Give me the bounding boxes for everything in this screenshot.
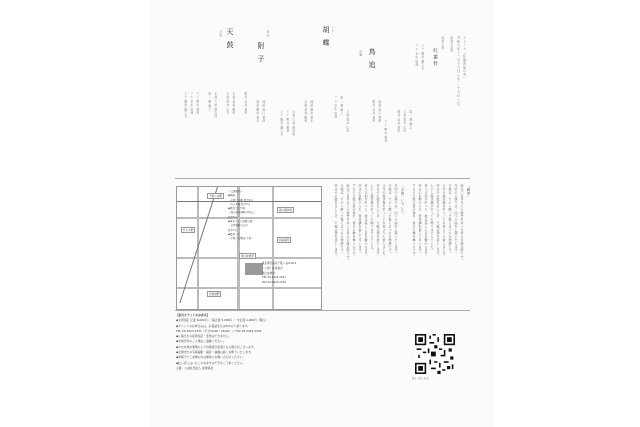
section-divider xyxy=(175,310,470,311)
cast-line: 笛 一噌 隆之 xyxy=(207,92,212,112)
map-label-venue: 国立能楽堂 xyxy=(241,255,254,258)
play-role-kocho: シテ xyxy=(330,26,335,33)
cast-line: 地謡 坂口 貴信 xyxy=(377,100,382,123)
essay-line: すると天鼓の霊が現れ、喜びの舞を舞うのです。 xyxy=(352,184,356,259)
essay-line: 天鼓は、天から降った鼓にまつわる物語です。 xyxy=(388,184,392,256)
play-title-kocho: 胡蝶 xyxy=(322,26,330,52)
right-cast-1: ワキ 宝生 欣哉 xyxy=(414,44,419,67)
venue-address: 東京都渋谷区千駄ヶ谷4-18-1 xyxy=(262,262,297,265)
essay-line: 老父王伯が打つと、鼓は美しい音を響かせます。 xyxy=(364,184,368,259)
venue-name: 国立能楽堂 xyxy=(262,271,275,275)
ticket-line: ◆会場内での写真撮影・録音・録画は固くお断りいたします。 xyxy=(176,350,254,355)
access-line: ◆JR線 xyxy=(228,194,235,198)
right-cast-3: 大鼓 亀井 広忠 xyxy=(402,110,407,133)
cast-line: 太鼓 金春 國和 xyxy=(231,92,236,115)
series-title: シリーズ「伝統芸能の今」 xyxy=(462,36,467,81)
essay-line: すると天鼓の霊が現れ、喜びの舞を舞うのです。 xyxy=(412,184,416,259)
access-line: 徒歩7分 xyxy=(228,228,238,232)
cast-line: シテ 観世 鐵之丞 xyxy=(183,92,188,118)
ticket-line: ◆払い戻しはいたしかねますので予めご了承ください。 xyxy=(176,360,246,365)
essay-line: 帝はその鼓を召し上げ、天鼓は命を落とします。 xyxy=(376,184,380,259)
access-line: ◆都営バス xyxy=(228,232,240,236)
cast-line: 笛 一噌 隆之 xyxy=(339,96,344,116)
access-line: ・北参道駅 出口1 xyxy=(228,224,248,228)
essay-line: 天鼓は、天から降った鼓にまつわる物語です。 xyxy=(448,184,452,256)
essay-line: 老父王伯が打つと、鼓は美しい音を響かせます。 xyxy=(424,184,428,259)
map-label-yoyogi: 代々木駅 xyxy=(183,229,194,232)
cast-line: ワキ 宝生 欣哉 xyxy=(333,96,338,119)
cast-line: 大鼓 亀井 広忠 xyxy=(345,110,350,133)
qr-code-icon[interactable] xyxy=(415,334,455,374)
play-title-busu: 附子 xyxy=(257,42,265,68)
cast-line: 地謡 観世 喜正 xyxy=(309,100,314,123)
essay-line: しかし鼓は誰が打っても鳴りませんでした。 xyxy=(430,184,434,252)
ticket-line: ◆未就学児のご入場はご遠慮ください。 xyxy=(176,339,226,344)
access-line: ◆都営大江戸線 xyxy=(228,207,245,211)
essay-line: 今回の公演では、四つの曲を上演いたします。 xyxy=(454,184,458,256)
cast-line: アイ 野村 萬斎 xyxy=(285,110,290,133)
cast-line: アイ 野村 萬斎 xyxy=(195,92,200,115)
cast-line: 地謡 観世 喜正 xyxy=(255,100,260,123)
venue-marker xyxy=(245,263,263,275)
right-title: 紅葉狩 xyxy=(432,48,438,68)
ticket-line: ◆チケットのお申込みは、お電話またはFAXにて承ります。 xyxy=(176,323,250,328)
essay-line: 能は六百年以上の歴史を持つ日本の伝統芸能です。 xyxy=(346,184,350,263)
ticket-line: 主催：公益社団法人 能楽協会 xyxy=(176,365,214,370)
essay-line: しかし鼓は誰が打っても鳴りませんでした。 xyxy=(370,184,374,252)
access-line: ・代々木駅 徒歩7分 xyxy=(228,202,251,206)
cast-line: ワキ 宝生 欣哉 xyxy=(189,92,194,115)
map-label-stadium: 国立競技場 xyxy=(279,209,292,212)
qr-caption: 詳しくはこちら xyxy=(412,377,429,380)
play-role-busu: 狂言 xyxy=(265,30,270,37)
cast-line: 後見 浅見 真州 xyxy=(371,100,376,123)
essay-line: 今回の公演では、四つの曲を上演いたします。 xyxy=(394,184,398,256)
play-role-torioi: 仕舞 xyxy=(358,50,363,57)
ticket-line: TEL 03-3423-1331（平日10:00〜18:00）／ FAX 03-3423-1334 xyxy=(176,328,262,333)
cast-line: 太鼓 金春 國和 xyxy=(303,100,308,123)
cast-line: アイ 野村 萬斎 xyxy=(383,120,388,143)
right-cast-0: シテ 観世 鐵之丞 xyxy=(420,44,425,70)
cast-line: 後見 浅見 真州 xyxy=(243,92,248,115)
essay-subtitle: 「天鼓」について xyxy=(400,184,405,214)
cast-line: 地謡 坂口 貴信 xyxy=(261,100,266,123)
map-label-gyoen: 新宿御苑 xyxy=(279,239,290,242)
venue-org: （公財）能楽協会 xyxy=(262,266,283,270)
access-heading: ＜交通案内＞ xyxy=(228,190,244,193)
access-info xyxy=(228,190,298,242)
venue-info xyxy=(262,262,320,286)
programme-note: 能楽の世界 xyxy=(449,36,454,53)
access-line: ◆東京メトロ副都心線 xyxy=(228,220,253,224)
venue-fax: FAX 03-3423-1334 xyxy=(262,281,287,285)
play-role-tenko: 王伯 xyxy=(218,30,223,37)
essay-line: 帝は心を動かされ、管弦講を催して弔います。 xyxy=(418,184,422,256)
play-title-torioi: 鳥追 xyxy=(368,48,376,74)
ticket-line: ◆全席指定 正面 6,000円 ／ 脇正面 5,000円 ／ 中正面 4,000円（税込） xyxy=(176,318,269,323)
access-line: 徒歩5分 xyxy=(228,215,238,219)
essay-line: 少年天鼓は鼓を打つことを何よりも愛しました。 xyxy=(442,184,446,259)
access-line: ・国立競技場駅 A4出口 xyxy=(228,211,255,215)
essay-line: 能は六百年以上の歴史を持つ日本の伝統芸能です。 xyxy=(460,184,464,263)
cast-line: 小鼓 大倉 源次郎 xyxy=(213,92,218,118)
ticket-line: ◆車椅子でご来場の方は事前にお問い合わせください。 xyxy=(176,355,246,360)
ticket-heading: 【前売チケットのお求め】 xyxy=(176,313,210,317)
access-line: ・千駄ケ谷駅 徒歩5分 xyxy=(228,198,253,202)
essay-title: 「解説」 xyxy=(466,184,471,199)
ticket-info xyxy=(176,313,414,371)
essay-line: 天鼓は、天から降った鼓にまつわる物語です。 xyxy=(340,184,344,256)
right-cast-4: 後見 浅見 真州 xyxy=(396,110,401,133)
play-title-tenko: 天鼓 xyxy=(226,28,234,54)
essay-line: 帝はその鼓を召し上げ、天鼓は命を落とします。 xyxy=(436,184,440,259)
ticket-line: ◆公演当日の座席指定・変更はできません。 xyxy=(176,334,232,339)
venue-tel: TEL 03-3423-1331 xyxy=(262,276,286,280)
essay-line: 少年天鼓は鼓を打つことを何よりも愛しました。 xyxy=(382,184,386,259)
essay-line: 帝はその鼓を召し上げ、天鼓は命を落とします。 xyxy=(334,184,338,259)
right-subtitle: 能楽公演 xyxy=(440,36,445,50)
cast-line: 大鼓 亀井 広忠 xyxy=(225,92,230,115)
map-label-sendagaya: 千駄ケ谷駅 xyxy=(209,195,222,198)
essay-line: 帝は心を動かされ、管弦講を催して弔います。 xyxy=(358,184,362,256)
map-road xyxy=(177,287,321,289)
section-divider xyxy=(175,178,470,179)
map-label-kitasando: 北参道駅 xyxy=(209,293,220,296)
right-cast-2: 笛 一噌 隆之 xyxy=(408,110,413,130)
performance-dates: 令和六年十一月十六日（土）・十七日（日） xyxy=(456,36,461,109)
ticket-line: ◆やむを得ぬ事情により出演者が変更となる場合がございます。 xyxy=(176,344,257,349)
access-line: ・千駄ケ谷駅前 下車 xyxy=(228,237,252,241)
cast-line: シテ 観世 鐵之丞 xyxy=(279,110,284,136)
cast-line: 小鼓 大倉 源次郎 xyxy=(291,110,296,136)
